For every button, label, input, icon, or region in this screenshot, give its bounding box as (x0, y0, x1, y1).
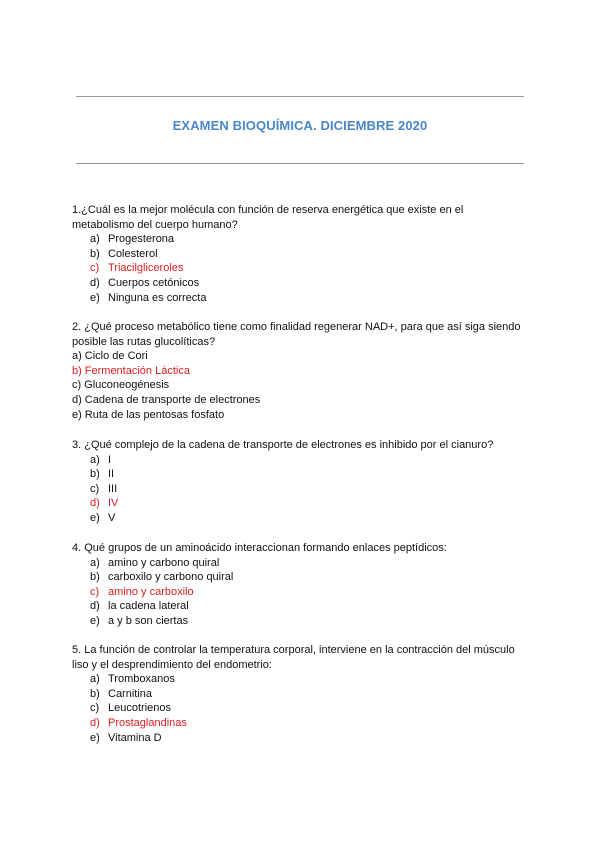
option-text: Triacilgliceroles (108, 262, 184, 275)
bottom-divider (76, 163, 524, 164)
option-letter: d) (72, 393, 82, 406)
option-letter: b) (72, 364, 82, 377)
option-b (72, 247, 528, 262)
option-text: I (108, 453, 112, 466)
option-letter: a) (90, 556, 100, 569)
option-letter: c) (72, 379, 82, 392)
option-text: Fermentación Láctica (84, 364, 190, 377)
option-b-correct (72, 364, 528, 379)
option-letter: c) (90, 702, 100, 715)
option-letter: e) (90, 614, 100, 627)
option-letter: d) (90, 497, 100, 510)
option-letter: b) (90, 247, 100, 260)
option-text: Colesterol (108, 247, 158, 260)
option-letter: e) (90, 731, 100, 744)
option-text: IV (108, 497, 119, 510)
option-text: amino y carboxilo (108, 585, 194, 598)
option-a (72, 672, 528, 687)
option-letter: a) (90, 453, 100, 466)
option-letter: b) (90, 468, 100, 481)
option-text: III (108, 482, 118, 495)
option-letter: b) (90, 571, 100, 584)
option-letter: d) (90, 716, 100, 729)
option-letter: a) (72, 350, 82, 363)
option-c (72, 482, 528, 497)
option-text: Gluconeogénesis (84, 379, 170, 392)
option-letter: c) (90, 262, 100, 275)
option-letter: d) (90, 600, 100, 613)
question-3 (72, 438, 528, 526)
question-text: 3. ¿Qué complejo de la cadena de transporte de electrones es inhibido por el cianuro? (72, 439, 494, 451)
option-text: Cadena de transporte de electrones (84, 393, 261, 406)
option-c-correct (72, 585, 528, 600)
option-a (72, 232, 528, 247)
question-5 (72, 643, 528, 745)
option-text: amino y carbono quiral (108, 556, 220, 569)
option-text: Carnitina (108, 687, 153, 700)
option-text: Tromboxanos (108, 673, 175, 686)
option-e (72, 614, 528, 629)
option-text: V (108, 511, 116, 524)
option-e (72, 291, 528, 306)
option-text: II (108, 468, 115, 481)
top-divider (76, 96, 524, 97)
question-4 (72, 541, 528, 629)
question-2 (72, 320, 528, 422)
option-c-correct (72, 261, 528, 276)
option-a (72, 556, 528, 571)
option-letter: e) (90, 511, 100, 524)
option-letter: c) (90, 585, 100, 598)
option-b (72, 467, 528, 482)
question-1 (72, 203, 528, 305)
option-d (72, 393, 528, 408)
option-d-correct (72, 496, 528, 511)
option-text: Ruta de las pentosas fosfato (84, 408, 225, 421)
question-text: 4. Qué grupos de un aminoácido interaccionan formando enlaces peptídicos: (72, 542, 447, 554)
option-e (72, 408, 528, 423)
option-e (72, 511, 528, 526)
option-d-correct (72, 716, 528, 731)
option-b (72, 687, 528, 702)
question-text: 2. ¿Qué proceso metabólico tiene como finalidad regenerar NAD+, para que así siga siendo posible las rutas glucolíticas? (72, 321, 521, 348)
page-title: EXAMEN BIOQUÍMICA. DICIEMBRE 2020 (172, 118, 428, 133)
option-letter: a) (90, 233, 100, 246)
option-text: carboxilo y carbono quiral (108, 571, 234, 584)
option-a (72, 349, 528, 364)
option-text: Cuerpos cetónicos (108, 276, 200, 289)
option-b (72, 570, 528, 585)
option-letter: c) (90, 482, 100, 495)
option-text: Prostaglandinas (108, 716, 187, 729)
option-text: a y b son ciertas (108, 614, 189, 627)
option-letter: e) (72, 408, 82, 421)
option-c (72, 701, 528, 716)
option-c (72, 378, 528, 393)
option-d (72, 276, 528, 291)
option-letter: d) (90, 276, 100, 289)
option-text: Leucotrienos (108, 702, 171, 715)
option-letter: b) (90, 687, 100, 700)
option-text: Vitamina D (108, 731, 162, 744)
option-text: Ciclo de Cori (84, 350, 148, 363)
option-a (72, 453, 528, 468)
question-text: 1.¿Cuál es la mejor molécula con función de reserva energética que existe en el metabolismo del cuerpo humano? (72, 204, 464, 231)
option-d (72, 599, 528, 614)
question-text: 5. La función de controlar la temperatura corporal, interviene en la contracción del músculo liso y el desprendimiento del endometrio: (72, 644, 515, 671)
option-text: la cadena lateral (108, 600, 189, 613)
option-letter: e) (90, 291, 100, 304)
option-text: Ninguna es correcta (108, 291, 207, 304)
option-letter: a) (90, 673, 100, 686)
option-e (72, 731, 528, 746)
option-text: Progesterona (108, 233, 175, 246)
